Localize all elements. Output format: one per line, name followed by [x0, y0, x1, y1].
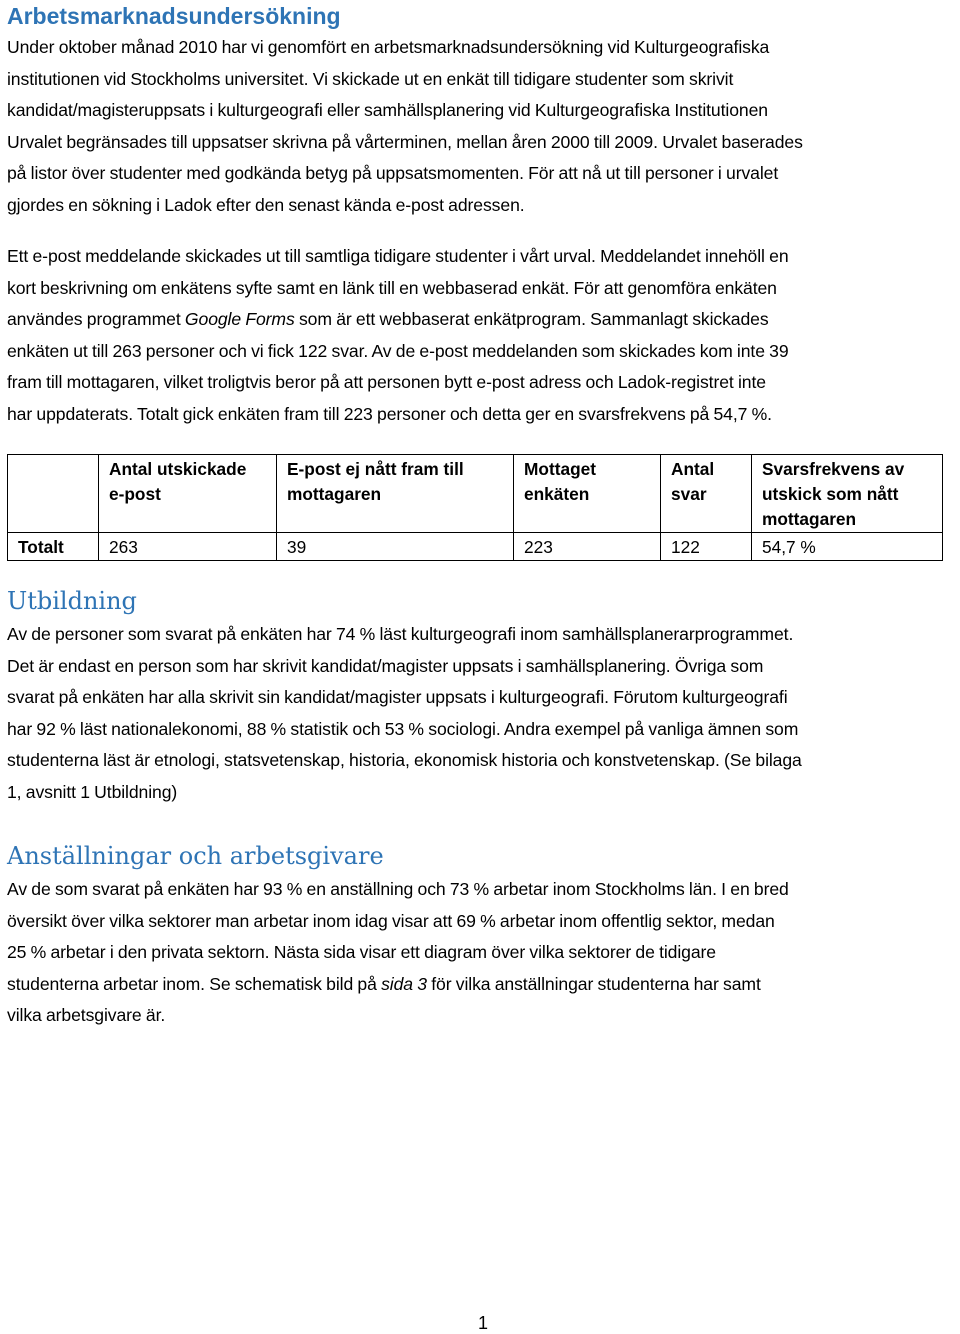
text-line: Av de som svarat på enkäten har 93 % en anställning och 73 % arbetar inom Stockholms län. I en bred [7, 879, 789, 899]
text-line: har uppdaterats. Totalt gick enkäten fram till 223 personer och detta ger en svarsfrekvens på 54,7 %. [7, 403, 772, 424]
text-run: studenterna arbetar inom. Se schematisk bild på [7, 973, 382, 994]
table-header-cell: E-post ej nått fram till mottagaren [277, 455, 514, 533]
text-line: Urvalet begränsades till uppsatser skrivna på vårterminen, mellan åren 2000 till 2009. Urvalet baserades [7, 131, 803, 152]
text-run: användes programmet [7, 309, 185, 329]
table-cell: 39 [277, 533, 514, 561]
text-line: svarat på enkäten har alla skrivit sin kandidat/magister uppsats i kulturgeografi. Förutom kulturgeografi [7, 687, 788, 707]
table-header-cell: Antal utskickade e-post [99, 455, 277, 533]
table-cell: 54,7 % [752, 533, 943, 561]
table-header-cell [8, 455, 99, 533]
education-paragraph [7, 619, 957, 808]
text-line: enkäten ut till 263 personer och vi fick 122 svar. Av de e-post meddelanden som skickades kom inte 39 [7, 340, 789, 361]
text-line: fram till mottagaren, vilket troligtvis beror på att personen bytt e-post adress och Ladok-registret inte [7, 372, 766, 392]
table-header-cell: Svarsfrekvens av utskick som nått mottagaren [752, 455, 943, 533]
text-line: Under oktober månad 2010 har vi genomfört en arbetsmarknadsundersökning vid Kulturgeografiska [7, 37, 770, 57]
text-line: Av de personer som svarat på enkäten har 74 % läst kulturgeografi inom samhällsplanerarprogrammet. [7, 624, 794, 644]
section-heading-arbetsmarknad: Arbetsmarknadsundersökning [7, 3, 341, 29]
text-run: för vilka anställningar studenterna har samt [426, 973, 761, 994]
text-line: 1, avsnitt 1 Utbildning) [7, 781, 178, 802]
table-header-row [8, 455, 943, 533]
section-heading-anstallningar: Anställningar och arbetsgivare [7, 842, 384, 870]
text-line [7, 304, 957, 336]
text-line: kort beskrivning om enkätens syfte samt en länk till en webbaserad enkät. För att genomföra enkäten [7, 277, 777, 298]
response-rate-table [7, 454, 943, 561]
section-heading-utbildning: Utbildning [7, 587, 137, 615]
table-cell: 223 [514, 533, 661, 561]
text-line: Ett e-post meddelande skickades ut till samtliga tidigare studenter i vårt urval. Meddelandet innehöll en [7, 246, 789, 266]
text-line: gjordes en sökning i Ladok efter den senast kända e-post adressen. [7, 194, 525, 215]
text-line: institutionen vid Stockholms universitet. Vi skickade ut en enkät till tidigare studenter som skrivit [7, 68, 734, 89]
text-line: studenterna läst är etnologi, statsvetenskap, historia, ekonomisk historia och konstvetenskap. (Se bilaga [7, 750, 802, 770]
table-cell: 263 [99, 533, 277, 561]
page-number: 1 [477, 1313, 488, 1333]
text-line: översikt över vilka sektorer man arbetar inom idag visar att 69 % arbetar inom offentlig sektor, medan [7, 910, 775, 931]
text-line: vilka arbetsgivare är. [7, 1005, 166, 1025]
intro-paragraph [7, 32, 957, 221]
table-cell: Totalt [8, 533, 99, 561]
table-header-cell: Mottaget enkäten [514, 455, 661, 533]
italic-text-run: Google Forms [184, 309, 295, 329]
text-run: som är ett webbaserat enkätprogram. Sammanlagt skickades [294, 309, 769, 329]
text-line: kandidat/magisteruppsats i kulturgeografi eller samhällsplanering vid Kulturgeografiska Institutionen [7, 100, 768, 120]
text-line: Det är endast en person som har skrivit kandidat/magister uppsats i samhällsplanering. Övriga som [7, 655, 764, 676]
table-row [8, 533, 943, 561]
document-page [7, 0, 957, 1032]
table-cell: 122 [661, 533, 752, 561]
italic-text-run: sida 3 [381, 973, 427, 994]
text-line [7, 969, 957, 1001]
employment-paragraph [7, 874, 957, 1032]
method-paragraph [7, 241, 957, 430]
text-line: har 92 % läst nationalekonomi, 88 % statistik och 53 % sociologi. Andra exempel på vanliga ämnen som [7, 718, 799, 739]
table-header-cell: Antal svar [661, 455, 752, 533]
text-line: 25 % arbetar i den privata sektorn. Nästa sida visar ett diagram över vilka sektorer de tidigare [7, 942, 716, 962]
text-line: på listor över studenter med godkända betyg på uppsatsmomenten. För att nå ut till personer i urvalet [7, 163, 779, 183]
